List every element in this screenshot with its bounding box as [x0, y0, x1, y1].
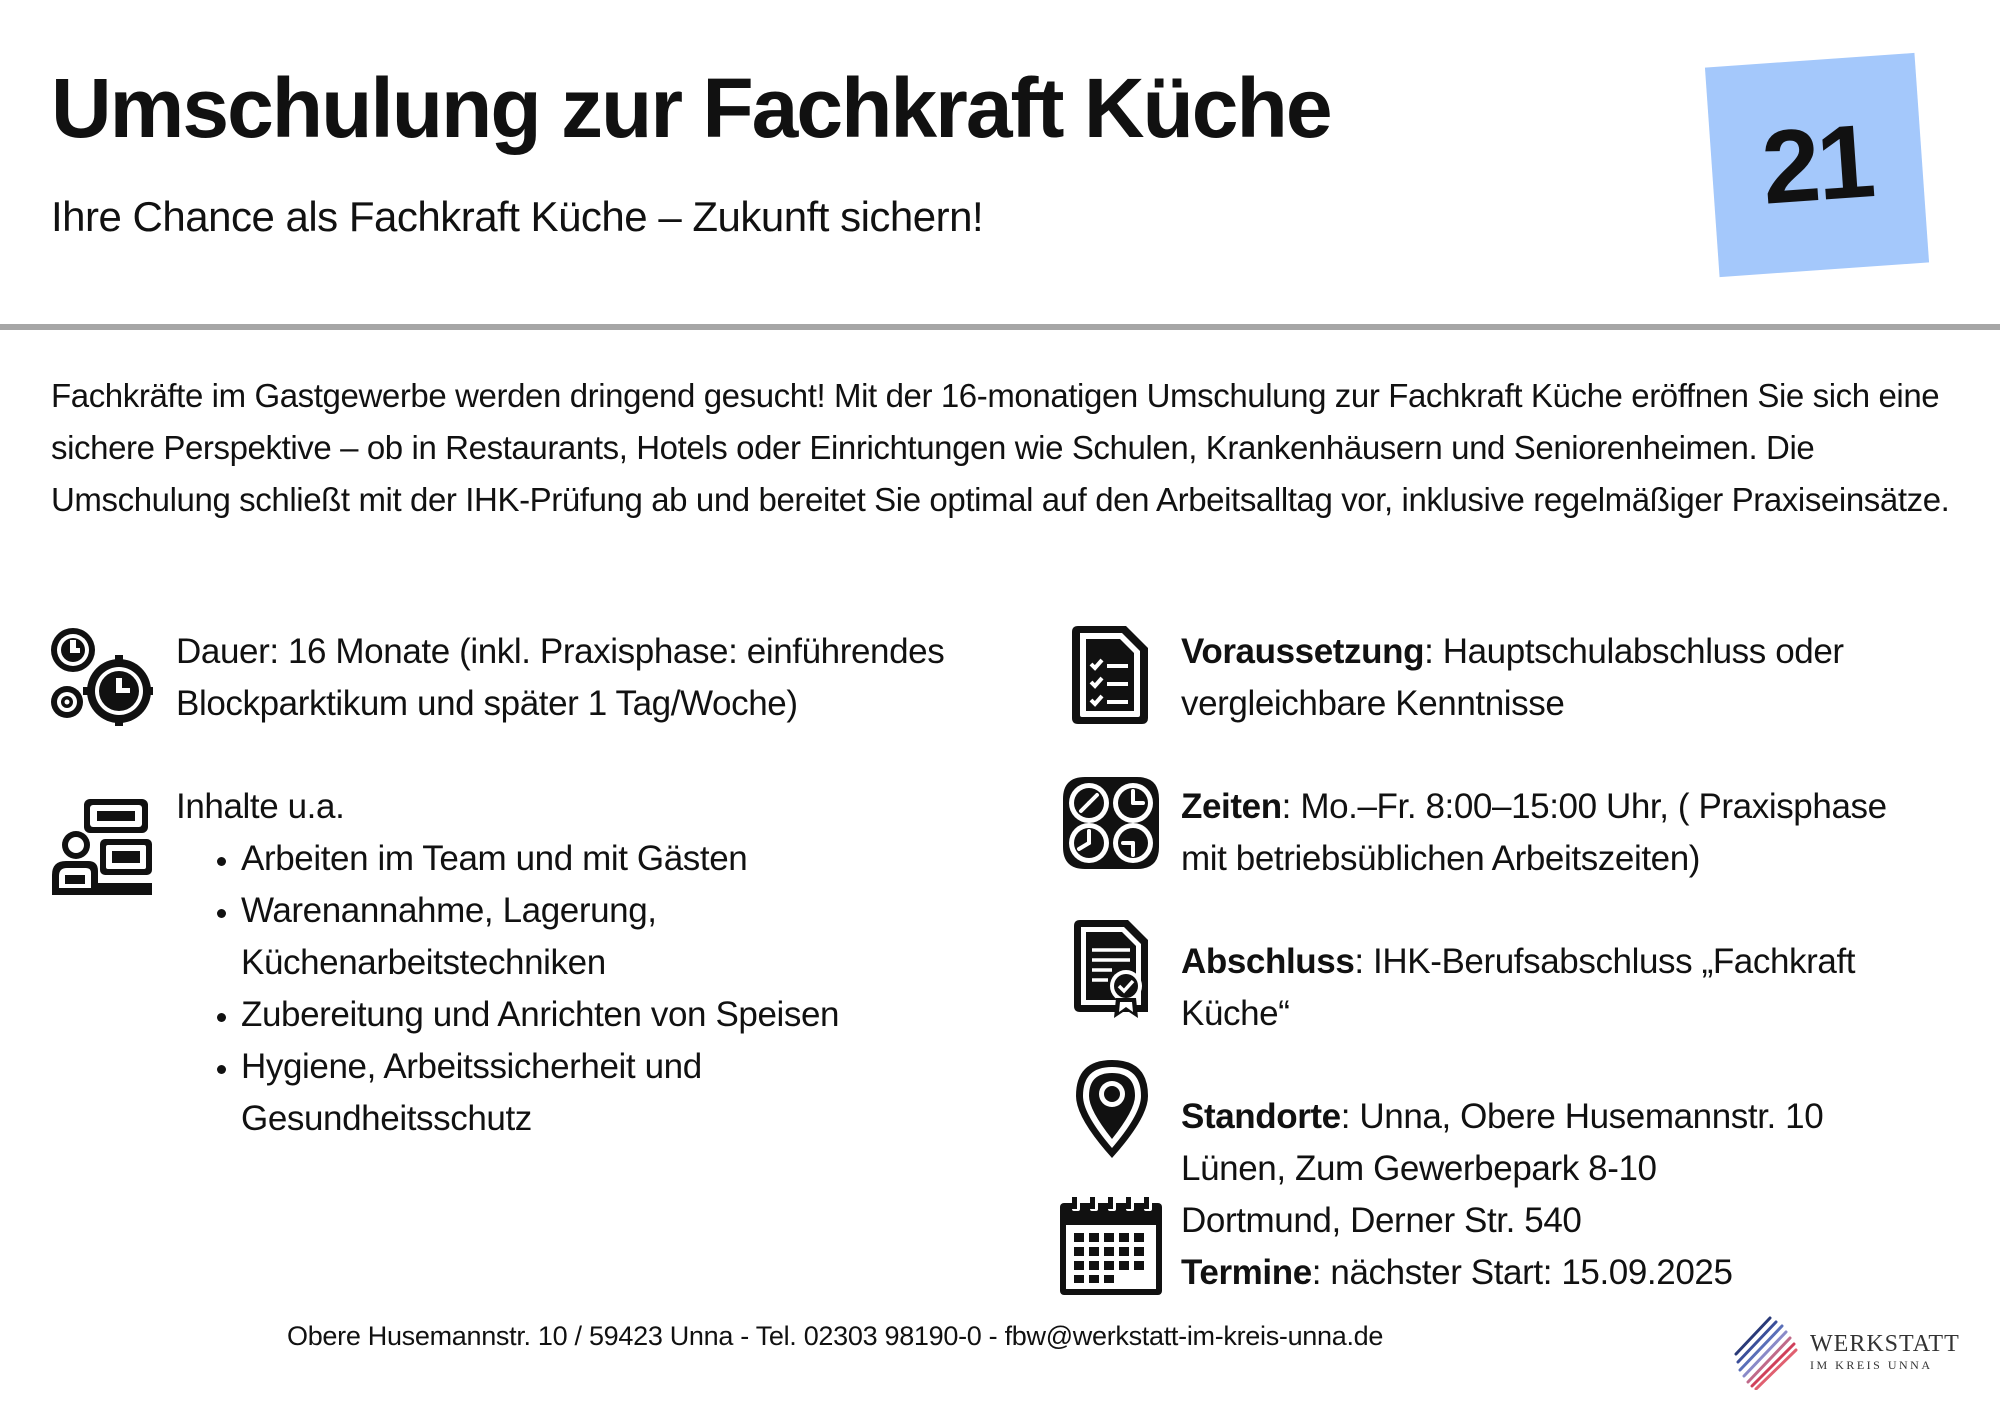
- people-screen-icon: [50, 797, 154, 899]
- logo-stripes-icon: [1730, 1312, 1800, 1390]
- list-item: • Warenannahme, Lagerung, Küchenarbeitstechniken: [241, 885, 701, 989]
- requirement-value: : Hauptschulabschluss oder vergleichbare Kenntnisse: [1181, 632, 1844, 723]
- degree-label: Abschluss: [1181, 942, 1355, 981]
- dates-value: : nächster Start: 15.09.2025: [1311, 1253, 1733, 1292]
- logo-name: WERKSTATT: [1810, 1331, 1960, 1357]
- calendar-icon: [1058, 1195, 1164, 1297]
- degree-text: [1181, 936, 1941, 1040]
- contents-block: [176, 781, 896, 1145]
- page-number-badge: 21: [1705, 53, 1929, 277]
- location-dortmund: Dortmund, Derner Str. 540: [1181, 1201, 1582, 1240]
- werkstatt-logo: [1730, 1310, 1960, 1390]
- location-pin-icon: [1074, 1058, 1150, 1160]
- header-divider: [0, 324, 2000, 330]
- checklist-document-icon: [1070, 624, 1150, 726]
- logo-subtitle: IM KREIS UNNA: [1810, 1358, 1933, 1372]
- contents-list: [176, 833, 896, 1145]
- dates-line: [1181, 1247, 1941, 1299]
- times-text: [1181, 781, 1941, 885]
- locations-dates-text: [1181, 1091, 1941, 1299]
- location-luenen: Lünen, Zum Gewerbepark 8-10: [1181, 1149, 1657, 1188]
- duration-value: Dauer: 16 Monate (inkl. Praxisphase: einführendes Blockparktikum und später 1 Tag/Woche): [176, 632, 945, 723]
- dates-label: Termine: [1181, 1253, 1312, 1292]
- requirement-text: [1181, 626, 1941, 730]
- location-unna: : Unna, Obere Husemannstr. 10: [1340, 1097, 1824, 1136]
- clocks-icon: [1059, 773, 1163, 873]
- gears-clock-icon: [49, 626, 153, 726]
- certificate-document-icon: [1072, 918, 1152, 1020]
- location-line: [1181, 1091, 1941, 1143]
- degree-value: : IHK-Berufsabschluss „Fachkraft Küche“: [1181, 942, 1856, 1033]
- list-item: • Arbeiten im Team und mit Gästen: [241, 833, 896, 885]
- duration-text: [176, 626, 986, 730]
- list-item: • Hygiene, Arbeitssicherheit und Gesundheitsschutz: [241, 1041, 761, 1145]
- footer-address: Obere Husemannstr. 10 / 59423 Unna - Tel. 02303 98190-0 - fbw@werkstatt-im-kreis-unna.de: [287, 1321, 1384, 1351]
- requirement-label: Voraussetzung: [1181, 632, 1425, 671]
- page-title: Umschulung zur Fachkraft Küche: [51, 61, 1331, 155]
- times-value: : Mo.–Fr. 8:00–15:00 Uhr, ( Praxisphase mit betriebsüblichen Arbeitszeiten): [1181, 787, 1887, 878]
- page-subtitle: Ihre Chance als Fachkraft Küche – Zukunft sichern!: [51, 193, 984, 240]
- list-item: • Zubereitung und Anrichten von Speisen: [241, 989, 896, 1041]
- contents-label: Inhalte u.a.: [176, 787, 345, 826]
- locations-label: Standorte: [1181, 1097, 1341, 1136]
- intro-paragraph: Fachkräfte im Gastgewerbe werden dringend gesucht! Mit der 16-monatigen Umschulung zur Fachkraft Küche eröffnen Sie sich eine sichere Perspektive – ob in Restaurants, Hotels oder Einrichtungen wie Schulen, Krankenhäusern und Seniorenheimen. Die Umschulung schließt mit der IHK-Prüfung ab und bereitet Sie optimal auf den Arbeitsalltag vor, inklusive regelmäßiger Praxiseinsätze.: [51, 377, 1950, 518]
- times-label: Zeiten: [1181, 787, 1282, 826]
